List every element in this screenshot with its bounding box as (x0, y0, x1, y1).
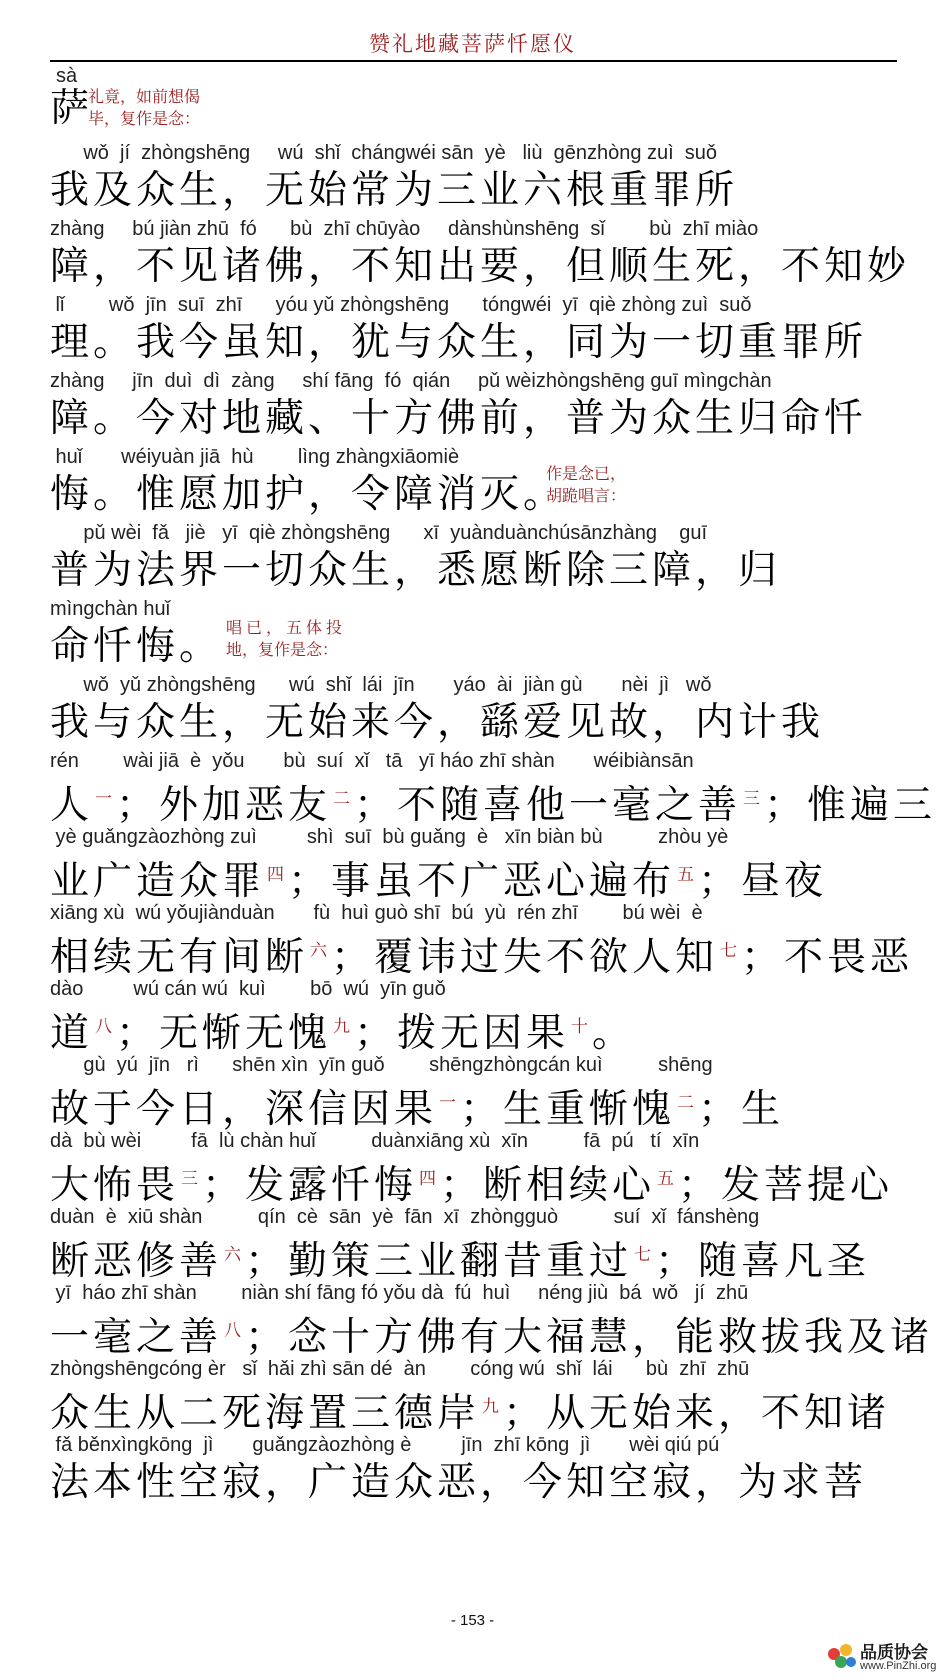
footnote-marker: 七 (634, 1245, 656, 1265)
pinyin-line: zhàng jīn duì dì zàng shí fāng fó qián pǔ wèizhòngshēng guī mìngchàn (50, 370, 772, 392)
hanzi-text: 业广造众罪 (50, 859, 266, 904)
verse-line-14 (50, 1129, 900, 1208)
verse-line-12 (50, 977, 900, 1056)
verse-line-2 (50, 217, 911, 293)
hanzi-text: ；断相续心 (440, 1163, 656, 1208)
pinyin-line: lǐ wǒ jīn suī zhī yóu yǔ zhòngshēng tóngwéi yī qiè zhòng zuì suǒ (50, 294, 752, 316)
hanzi-text: ；拨无因果 (354, 1011, 570, 1056)
hanzi-text: ；覆讳过失不欲人知 (331, 935, 719, 980)
verse-line-6 (50, 521, 900, 597)
footnote-marker: 九 (482, 1397, 504, 1417)
hanzi-line (50, 773, 937, 828)
rubric-note-line2: 胡跪唱言： (546, 486, 627, 505)
rubric-note-line1: 作是念已， (546, 464, 627, 483)
hanzi-text: ；发露忏悔 (202, 1163, 418, 1208)
watermark (824, 1636, 942, 1678)
hanzi-line: 萨 (50, 86, 94, 131)
pinyin-line: sà (56, 65, 78, 87)
footnote-marker: 四 (267, 865, 289, 885)
pinyin-line: xiāng xù wú yǒujiànduàn fù huì guò shī bú yù rén zhī bú wèi è (50, 902, 703, 924)
hanzi-text: ；勤策三业翻昔重过 (245, 1239, 633, 1284)
hanzi-line: 我与众生，无始来今，繇爱见故，内计我 (50, 700, 825, 745)
hanzi-text: ；从无始来，不知诸 (503, 1391, 891, 1436)
verse-line-13 (50, 1053, 900, 1132)
hanzi-text: ；无惭无愧 (116, 1011, 332, 1056)
pinzhi-logo-icon (824, 1640, 858, 1674)
hanzi-text: 相续无有间断 (50, 935, 309, 980)
pinyin-line: duàn è xiū shàn qín cè sān yè fān xī zhòngguò suí xǐ fánshèng (50, 1206, 760, 1228)
footnote-marker: 六 (224, 1245, 246, 1265)
rubric-note-line1: 唱已，五体投 (226, 618, 347, 637)
hanzi-text: 。 (592, 1011, 636, 1056)
hanzi-text: ；事虽不广恶心遍布 (288, 859, 676, 904)
watermark-title: 品质协会 (860, 1643, 928, 1663)
footnote-marker: 十 (571, 1017, 593, 1037)
hanzi-text: 一毫之善 (50, 1315, 223, 1360)
hanzi-line (50, 1153, 900, 1208)
hanzi-text: 大怖畏 (50, 1163, 180, 1208)
hanzi-text: ；不随喜他一毫之善 (354, 783, 742, 828)
hanzi-text: ；外加恶友 (116, 783, 332, 828)
footnote-marker: 九 (333, 1017, 355, 1037)
footnote-marker: 八 (95, 1017, 117, 1037)
top-line (50, 64, 900, 130)
footnote-marker: 三 (181, 1169, 203, 1189)
pinyin-line: dào wú cán wú kuì bō wú yīn guǒ (50, 978, 446, 1000)
hanzi-text: 人 (50, 783, 94, 828)
footnote-marker: 四 (419, 1169, 441, 1189)
verse-line-11 (50, 901, 914, 980)
page-header-title: 赞礼地藏菩萨忏愿仪 (369, 32, 576, 56)
page-number: - 153 - (450, 1612, 495, 1629)
hanzi-text: 众生从二死海置三德岸 (50, 1391, 481, 1436)
verse-line-18 (50, 1433, 900, 1509)
pinyin-line: pǔ wèi fǎ jiè yī qiè zhòngshēng xī yuànduànchúsānzhàng guī (50, 522, 708, 544)
footnote-marker: 六 (310, 941, 332, 961)
hanzi-line (50, 925, 914, 980)
pinyin-line: yī háo zhī shàn niàn shí fāng fó yǒu dà fú huì néng jiù bá wǒ jí zhū (50, 1282, 749, 1304)
pinyin-line: huǐ wéiyuàn jiā hù lìng zhàngxiāomiè (50, 446, 460, 468)
watermark-url: www.PinZhi.org (860, 1660, 937, 1672)
hanzi-line: 我及众生，无始常为三业六根重罪所 (50, 168, 739, 213)
hanzi-text: ；发菩提心 (678, 1163, 894, 1208)
hanzi-line (50, 1077, 900, 1132)
hanzi-text: ；昼夜 (698, 859, 828, 904)
hanzi-text: 故于今日，深信因果 (50, 1087, 438, 1132)
verse-line-7 (50, 597, 900, 673)
pinyin-line: rén wài jiā è yǒu bù suí xǐ tā yī háo zhī shàn wéibiànsān (50, 750, 694, 772)
hanzi-line: 障。今对地藏、十方佛前，普为众生归命忏 (50, 396, 868, 441)
hanzi-text: 道 (50, 1011, 94, 1056)
hanzi-text: 断恶修善 (50, 1239, 223, 1284)
pinyin-line: dà bù wèi fā lù chàn huǐ duànxiāng xù xīn fā pú tí xīn (50, 1130, 700, 1152)
hanzi-line: 普为法界一切众生，悉愿断除三障，归 (50, 548, 782, 593)
footnote-marker: 二 (333, 789, 355, 809)
hanzi-line (50, 849, 900, 904)
verse-line-5 (50, 445, 900, 521)
verse-line-8 (50, 673, 900, 749)
verse-line-9 (50, 749, 937, 828)
hanzi-line: 障，不见诸佛，不知出要，但顺生死，不知妙 (50, 244, 911, 289)
pinyin-line: fǎ běnxìngkōng jì guǎngzàozhòng è jīn zhī kōng jì wèi qiú pú (50, 1434, 720, 1456)
header-divider (50, 60, 897, 62)
hanzi-line (50, 1001, 900, 1056)
verse-line-15 (50, 1205, 900, 1284)
footnote-marker: 七 (720, 941, 742, 961)
verse-line-3 (50, 293, 900, 369)
hanzi-text: ；生重惭愧 (460, 1087, 676, 1132)
footnote-marker: 一 (439, 1093, 461, 1113)
footnote-marker: 五 (677, 865, 699, 885)
footnote-marker: 一 (95, 789, 117, 809)
pinyin-line: zhàng bú jiàn zhū fó bù zhī chūyào dànshùnshēng sǐ bù zhī miào (50, 218, 759, 240)
hanzi-text: ；不畏恶 (741, 935, 914, 980)
hanzi-line: 命忏悔。 (50, 624, 223, 669)
footnote-marker: 三 (743, 789, 765, 809)
hanzi-line (50, 1305, 934, 1360)
footnote-marker: 八 (224, 1321, 246, 1341)
hanzi-text: ；惟遍三 (764, 783, 937, 828)
hanzi-line (50, 1229, 900, 1284)
pinyin-line: gù yú jīn rì shēn xìn yīn guǒ shēngzhòngcán kuì shēng (50, 1054, 713, 1076)
pinyin-line: mìngchàn huǐ (50, 598, 171, 620)
hanzi-line: 悔。惟愿加护，令障消灭。 (50, 472, 567, 517)
rubric-note-line2: 地，复作是念： (226, 640, 339, 659)
verse-line-4 (50, 369, 900, 445)
pinyin-line: yè guǎngzàozhòng zuì shì suī bù guǎng è xīn biàn bù zhòu yè (50, 826, 729, 848)
hanzi-text: ；生 (698, 1087, 785, 1132)
pinyin-line: zhòngshēngcóng èr sǐ hǎi zhì sān dé àn cóng wú shǐ lái bù zhī zhū (50, 1358, 750, 1380)
hanzi-line (50, 1381, 900, 1436)
hanzi-text: ；随喜凡圣 (655, 1239, 871, 1284)
pinyin-line: wǒ jí zhòngshēng wú shǐ chángwéi sān yè liù gēnzhòng zuì suǒ (50, 142, 718, 164)
footnote-marker: 五 (657, 1169, 679, 1189)
footnote-marker: 二 (677, 1093, 699, 1113)
verse-line-16 (50, 1281, 934, 1360)
pinyin-line: wǒ yǔ zhòngshēng wú shǐ lái jīn yáo ài jiàn gù nèi jì wǒ (50, 674, 712, 696)
rubric-note-line2: 毕，复作是念： (88, 109, 201, 128)
verse-line-17 (50, 1357, 900, 1436)
hanzi-line: 理。我今虽知，犹与众生，同为一切重罪所 (50, 320, 868, 365)
hanzi-text: ；念十方佛有大福慧，能救拔我及诸 (245, 1315, 934, 1360)
verse-line-10 (50, 825, 900, 904)
rubric-note-line1: 礼竟，如前想偈 (88, 87, 201, 106)
verse-line-1 (50, 141, 900, 217)
hanzi-line: 法本性空寂，广造众恶，今知空寂，为求菩 (50, 1460, 868, 1505)
